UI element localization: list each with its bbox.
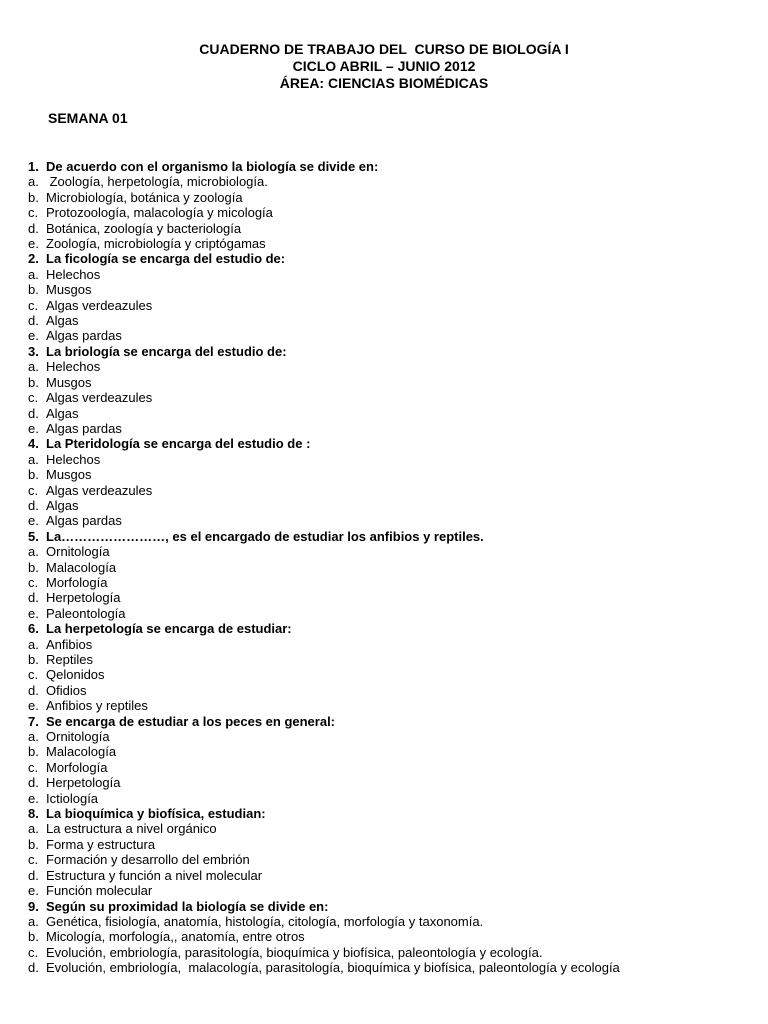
document-header (0, 41, 768, 92)
option-text: La estructura a nivel orgánico (46, 821, 217, 837)
option-letter: d. (28, 405, 39, 421)
option-letter: c. (28, 390, 39, 406)
question-text: Se encarga de estudiar a los peces en general: (46, 713, 336, 729)
option-item (28, 282, 748, 297)
option-text: Formación y desarrollo del embrión (46, 852, 250, 868)
week-heading: SEMANA 01 (48, 110, 128, 126)
question-number: 6. (28, 621, 39, 637)
option-letter: c. (28, 482, 39, 498)
question-number: 5. (28, 528, 39, 544)
option-text: Helechos (46, 266, 101, 282)
option-letter: b. (28, 467, 39, 483)
option-letter: e. (28, 236, 39, 252)
option-letter: e. (28, 883, 39, 899)
option-text: Algas (46, 313, 79, 329)
option-letter: c. (28, 852, 39, 868)
question-text: La……………………, es el encargado de estudiar los anfibios y reptiles. (46, 528, 484, 544)
option-letter: c. (28, 759, 39, 775)
option-text: Algas pardas (46, 328, 122, 344)
option-letter: a. (28, 451, 39, 467)
option-item (28, 483, 748, 498)
option-text: Helechos (46, 451, 101, 467)
option-item (28, 760, 748, 775)
option-text: Qelonidos (46, 667, 105, 683)
option-letter: d. (28, 590, 39, 606)
option-letter: e. (28, 698, 39, 714)
question-8 (28, 806, 748, 821)
option-item (28, 667, 748, 682)
option-text: Anfibios (46, 636, 93, 652)
question-number: 1. (28, 159, 39, 174)
option-letter: b. (28, 282, 39, 298)
option-item (28, 359, 748, 374)
option-item (28, 837, 748, 852)
option-letter: b. (28, 652, 39, 667)
option-item (28, 298, 748, 313)
option-item (28, 590, 748, 605)
option-text: Evolución, embriología, parasitología, bioquímica y biofísica, paleontología y ecología. (46, 944, 543, 960)
option-item (28, 221, 748, 236)
option-item (28, 190, 748, 205)
option-item (28, 683, 748, 698)
option-text: Zoología, microbiología y criptógamas (46, 236, 266, 252)
option-letter: e. (28, 513, 39, 529)
question-number: 9. (28, 898, 39, 914)
option-item (28, 467, 748, 482)
option-letter: b. (28, 189, 39, 205)
option-letter: c. (28, 297, 39, 313)
option-text: Paleontología (46, 605, 126, 621)
option-letter: e. (28, 328, 39, 344)
option-letter: d. (28, 682, 39, 698)
option-text: Genética, fisiología, anatomía, histología, citología, morfología y taxonomía. (46, 913, 484, 929)
option-letter: a. (28, 174, 39, 190)
question-5 (28, 529, 748, 544)
option-letter: d. (28, 497, 39, 513)
question-text: La ficología se encarga del estudio de: (46, 251, 286, 267)
question-text: De acuerdo con el organismo la biología se divide en: (46, 159, 379, 174)
option-item (28, 698, 748, 713)
option-item (28, 914, 748, 929)
option-item (28, 205, 748, 220)
option-item (28, 421, 748, 436)
option-item (28, 452, 748, 467)
option-text: Algas verdeazules (46, 482, 153, 498)
option-text: Función molecular (46, 883, 153, 899)
option-text: Malacología (46, 559, 117, 575)
option-item (28, 498, 748, 513)
option-letter: a. (28, 544, 39, 560)
option-text: Ictiología (46, 790, 99, 806)
option-item (28, 929, 748, 944)
option-text: Evolución, embriología, malacología, parasitología, bioquímica y biofísica, paleontología y ecología (46, 960, 620, 976)
option-text: Anfibios y reptiles (46, 698, 148, 714)
option-text: Morfología (46, 574, 108, 590)
option-text: Micología, morfología,, anatomía, entre otros (46, 929, 305, 945)
option-letter: c. (28, 944, 39, 960)
option-item (28, 821, 748, 836)
option-item (28, 560, 748, 575)
option-letter: b. (28, 929, 39, 945)
option-item (28, 852, 748, 867)
question-9 (28, 899, 748, 914)
option-letter: a. (28, 636, 39, 652)
option-letter: d. (28, 960, 39, 976)
option-letter: b. (28, 559, 39, 575)
option-letter: d. (28, 220, 39, 236)
option-letter: c. (28, 667, 39, 683)
option-text: Herpetología (46, 775, 121, 791)
option-item (28, 637, 748, 652)
option-item (28, 960, 748, 975)
option-letter: a. (28, 821, 39, 837)
option-item (28, 744, 748, 759)
option-text: Protozoología, malacología y micología (46, 205, 273, 221)
option-item (28, 390, 748, 405)
option-item (28, 883, 748, 898)
header-area: ÁREA: CIENCIAS BIOMÉDICAS (279, 75, 489, 91)
option-text: Botánica, zoología y bacteriología (46, 220, 242, 236)
option-item (28, 236, 748, 251)
option-letter: e. (28, 420, 39, 436)
question-text: La Pteridología se encarga del estudio de : (46, 436, 311, 452)
question-4 (28, 436, 748, 451)
option-text: Algas verdeazules (46, 297, 153, 313)
question-7 (28, 714, 748, 729)
question-text: La bioquímica y biofísica, estudian: (46, 806, 266, 822)
header-cycle: CICLO ABRIL – JUNIO 2012 (292, 58, 476, 74)
option-item (28, 267, 748, 282)
option-text: Algas pardas (46, 420, 122, 436)
question-number: 8. (28, 806, 39, 822)
option-letter: e. (28, 790, 39, 806)
option-item (28, 313, 748, 328)
option-letter: d. (28, 867, 39, 883)
option-text: Helechos (46, 359, 101, 375)
question-list (28, 159, 748, 976)
option-item (28, 729, 748, 744)
option-item (28, 606, 748, 621)
option-text: Algas (46, 497, 79, 513)
option-text: Ornitología (46, 729, 110, 745)
option-letter: a. (28, 913, 39, 929)
option-item (28, 575, 748, 590)
option-letter: a. (28, 359, 39, 375)
option-text: Musgos (46, 282, 92, 298)
question-text: Según su proximidad la biología se divide en: (46, 898, 329, 914)
option-text: Microbiología, botánica y zoología (46, 189, 243, 205)
option-text: Ornitología (46, 544, 110, 560)
option-letter: a. (28, 729, 39, 745)
option-text: Estructura y función a nivel molecular (46, 867, 263, 883)
option-item (28, 513, 748, 528)
option-text: Malacología (46, 744, 117, 760)
option-item (28, 775, 748, 790)
option-letter: d. (28, 313, 39, 329)
option-text: Algas pardas (46, 513, 122, 529)
option-item (28, 406, 748, 421)
option-item (28, 174, 748, 189)
option-letter: d. (28, 775, 39, 791)
option-text: Algas verdeazules (46, 390, 153, 406)
option-letter: b. (28, 836, 39, 852)
question-3 (28, 344, 748, 359)
option-item (28, 868, 748, 883)
question-2 (28, 251, 748, 266)
option-text: Musgos (46, 467, 92, 483)
option-letter: b. (28, 744, 39, 760)
option-text: Zoología, herpetología, microbiología. (46, 174, 268, 190)
option-letter: e. (28, 605, 39, 621)
question-6 (28, 621, 748, 636)
question-number: 3. (28, 343, 39, 359)
question-text: La briología se encarga del estudio de: (46, 343, 287, 359)
option-item (28, 328, 748, 343)
option-letter: c. (28, 205, 39, 221)
option-letter: b. (28, 374, 39, 390)
option-item (28, 544, 748, 559)
option-letter: c. (28, 574, 39, 590)
question-number: 7. (28, 713, 39, 729)
header-course-title: CUADERNO DE TRABAJO DEL CURSO DE BIOLOGÍA I (199, 41, 569, 57)
question-text: La herpetología se encarga de estudiar: (46, 621, 292, 637)
option-text: Herpetología (46, 590, 121, 606)
question-1 (28, 159, 748, 174)
option-text: Musgos (46, 374, 92, 390)
option-text: Ofidios (46, 682, 87, 698)
option-text: Morfología (46, 759, 108, 775)
option-letter: a. (28, 266, 39, 282)
option-text: Algas (46, 405, 79, 421)
question-number: 4. (28, 436, 39, 452)
option-text: Reptiles (46, 652, 93, 667)
option-item (28, 945, 748, 960)
question-number: 2. (28, 251, 39, 267)
option-item (28, 652, 748, 667)
option-text: Forma y estructura (46, 836, 156, 852)
option-item (28, 375, 748, 390)
option-item (28, 791, 748, 806)
